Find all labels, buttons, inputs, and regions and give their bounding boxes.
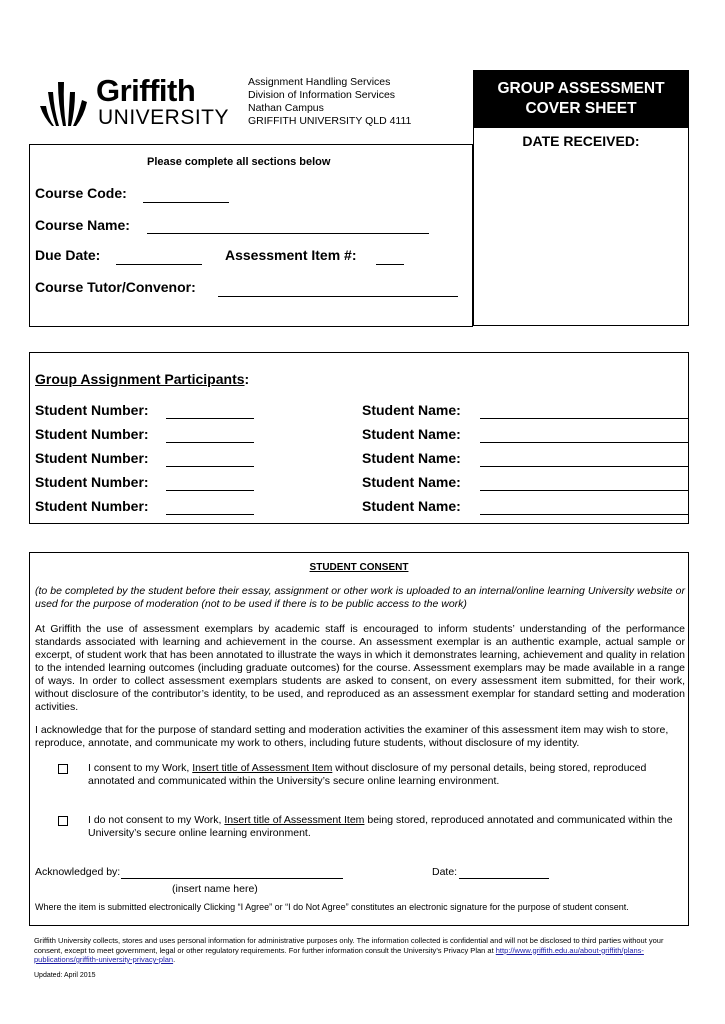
tutor-label: Course Tutor/Convenor: (35, 279, 196, 295)
griffith-logo (38, 73, 230, 129)
title-box (473, 70, 689, 326)
date-received-label: DATE RECEIVED: (522, 133, 640, 149)
address-line: Assignment Handling Services (248, 76, 391, 88)
acknowledged-label: Acknowledged by: (35, 866, 121, 878)
student-number-label: Student Number: (35, 498, 149, 514)
date-label: Date: (432, 866, 458, 878)
student-name-label: Student Name: (362, 450, 461, 466)
electronic-signature-note: Where the item is submitted electronically Clicking “I Agree” or “I do Not Agree” constitutes an electronic signature for the purpose of student consent. (35, 902, 629, 912)
student-name-field[interactable] (480, 442, 688, 443)
student-number-label: Student Number: (35, 450, 149, 466)
student-number-field[interactable] (166, 442, 254, 443)
consent-option-text: I consent to my Work, Insert title of Assessment Item without disclosure of my personal details, being stored, reproduced annotated and communicated within the University’s secure online learning environment. (88, 762, 647, 787)
consent-paragraph-2: I acknowledge that for the purpose of standard setting and moderation activities the examiner of this assessment item may wish to store, reproduce, annotate, and communicate my work to others, including future students, without disclosure of my identity. (35, 724, 669, 749)
title-header (474, 71, 688, 128)
updated-date: Updated: April 2015 (34, 972, 96, 979)
consent-checkbox[interactable] (58, 764, 68, 774)
consent-paragraph-1: At Griffith the use of assessment exemplars by academic staff is encouraged to inform students’ understanding of the performance standards associated with learning and achievement in the course. An assessment exemplar is an authentic example, actual sample or excerpt, of student work that has been annotated to illustrate the ways in which it demonstrates learning, achievement and quality in relation to the intended learning outcomes (including graduate outcomes) for the course. Assessment exemplars may be made available in a range of ways. In order to collect assessment exemplars students are asked to consent, on every assessment item submitted, for their work, without disclosure of the contributor’s identity, to be used, and reproduced as an assessment exemplar for standard setting and moderation activities. (35, 623, 685, 713)
consent-heading: STUDENT CONSENT (309, 562, 409, 573)
title-line-1: GROUP ASSESSMENT (497, 80, 665, 97)
griffith-emblem-icon (38, 78, 98, 128)
logo-text-university: UNIVERSITY (98, 106, 230, 129)
participants-heading: Group Assignment Participants: (35, 371, 250, 387)
assessment-title-placeholder[interactable]: Insert title of Assessment Item (224, 814, 365, 826)
student-name-field[interactable] (480, 514, 688, 515)
participants-box (29, 352, 689, 524)
consent-intro: (to be completed by the student before their essay, assignment or other work is uploaded to an internal/online learning University website or used for the purpose of moderation (not to be used if there is to be public access to the work) (35, 585, 685, 610)
no-consent-option-text: I do not consent to my Work, Insert title of Assessment Item being stored, reproduced annotated and communicated within the University’s secure online learning environment. (88, 814, 673, 839)
address-line: Nathan Campus (248, 102, 324, 114)
student-name-field[interactable] (480, 418, 688, 419)
student-name-field[interactable] (480, 466, 688, 467)
student-number-label: Student Number: (35, 426, 149, 442)
student-consent-box (29, 552, 689, 926)
course-code-field[interactable] (143, 202, 229, 203)
course-details-box (29, 144, 473, 327)
student-name-label: Student Name: (362, 402, 461, 418)
student-name-label: Student Name: (362, 474, 461, 490)
due-date-label: Due Date: (35, 247, 101, 263)
acknowledged-name-field[interactable] (121, 878, 343, 879)
student-number-field[interactable] (166, 466, 254, 467)
logo-text-griffith: Griffith (96, 73, 196, 108)
student-number-label: Student Number: (35, 474, 149, 490)
no-consent-checkbox[interactable] (58, 816, 68, 826)
address-block (248, 76, 411, 128)
student-name-label: Student Name: (362, 498, 461, 514)
due-date-field[interactable] (116, 264, 202, 265)
assessment-item-label: Assessment Item #: (225, 247, 357, 263)
student-number-field[interactable] (166, 490, 254, 491)
assessment-title-placeholder[interactable]: Insert title of Assessment Item (192, 762, 333, 774)
privacy-notice: Griffith University collects, stores and uses personal information for administrative purposes only. The information collected is confidential and will not be disclosed to third parties without your consent, except to meet government, legal or other regulatory requirements. For further information consult the University’s Privacy Plan at http://www.griffith.edu.au/about-griffith/plans-publications/griffith-university-privacy-plan. (34, 936, 664, 964)
date-field[interactable] (459, 878, 549, 879)
student-number-label: Student Number: (35, 402, 149, 418)
course-code-label: Course Code: (35, 185, 127, 201)
tutor-field[interactable] (218, 296, 458, 297)
title-line-2: COVER SHEET (525, 100, 637, 117)
student-name-label: Student Name: (362, 426, 461, 442)
course-name-field[interactable] (147, 233, 429, 234)
assessment-item-field[interactable] (376, 264, 404, 265)
course-name-label: Course Name: (35, 217, 130, 233)
address-line: Division of Information Services (248, 89, 396, 101)
address-line: GRIFFITH UNIVERSITY QLD 4111 (248, 115, 412, 127)
student-number-field[interactable] (166, 514, 254, 515)
student-name-field[interactable] (480, 490, 688, 491)
student-number-field[interactable] (166, 418, 254, 419)
privacy-plan-link[interactable]: http://www.griffith.edu.au/about-griffith/plans-publications/griffith-university-privacy-plan (34, 945, 644, 964)
instruction-text: Please complete all sections below (147, 156, 331, 168)
insert-name-hint: (insert name here) (172, 883, 258, 895)
